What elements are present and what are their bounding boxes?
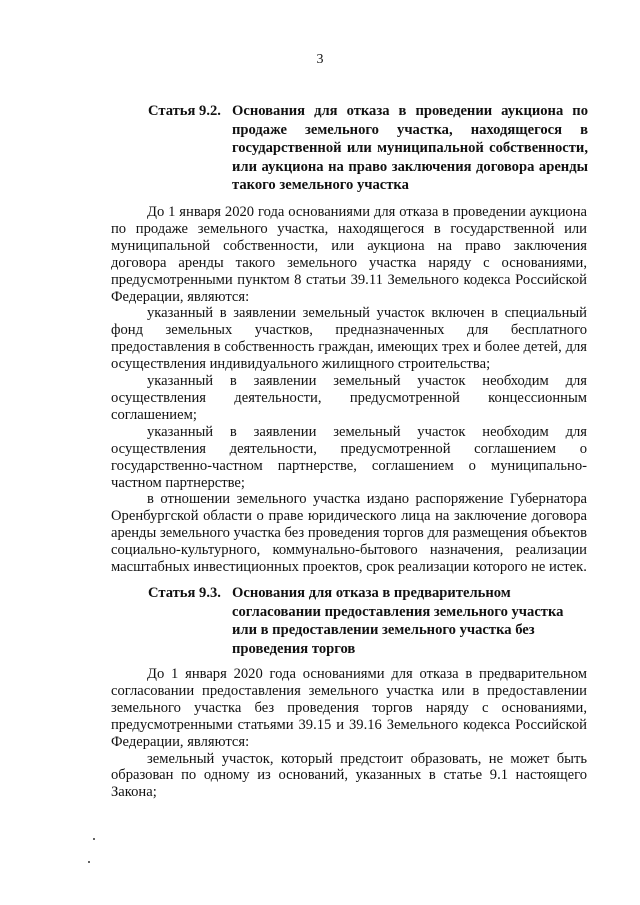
list-item: указанный в заявлении земельный участок включен в специальный фонд земельных участков, предназначенных для бесплатного предоставления в собственность граждан, имеющих трех и более детей, для осуществления индивидуального жилищного строительства; <box>111 305 587 373</box>
scan-speck <box>93 838 95 840</box>
article-9-2-heading <box>148 102 588 195</box>
article-9-3-heading <box>148 584 568 658</box>
list-item: земельный участок, который предстоит образовать, не может быть образован по одному из оснований, указанных в статье 9.1 настоящего Закона; <box>111 750 587 801</box>
list-item: в отношении земельного участка издано распоряжение Губернатора Оренбургской области о праве юридического лица на заключение договора аренды земельного участка без проведения торгов для размещения объектов социально-культурного, коммунально-бытового назначения, реализации масштабных инвестиционных проектов, срок реализации которого не истек. <box>111 491 587 576</box>
paragraph: До 1 января 2020 года основаниями для отказа в предварительном согласовании предоставления земельного участка или в предоставлении земельного участка без проведения торгов наряду с основаниями, предусмотренными статьями 39.15 и 39.16 Земельного кодекса Российской Федерации, являются: <box>111 666 587 750</box>
list-item: указанный в заявлении земельный участок необходим для осуществления деятельности, предусмотренной концессионным соглашением; <box>111 373 587 423</box>
page-number: 3 <box>316 52 324 67</box>
article-9-2-body <box>111 204 587 576</box>
article-9-2-label: Статья 9.2. <box>148 103 221 119</box>
paragraph: До 1 января 2020 года основаниями для отказа в проведении аукциона по продаже земельного участка, находящегося в государственной или муниципальной собственности, или аукциона на право заключения договора аренды такого земельного участка наряду с основаниями, предусмотренными пунктом 8 статьи 39.11 Земельного кодекса Российской Федерации, являются: <box>111 204 587 305</box>
article-9-3-body <box>111 666 587 801</box>
article-9-2-title: Основания для отказа в проведении аукциона по продаже земельного участка, находящегося в государственной или муниципальной собственности, или аукциона на право заключения договора аренды такого земельного участка <box>232 103 588 193</box>
list-item: указанный в заявлении земельный участок необходим для осуществления деятельности, предусмотренной соглашением о государственно-частном партнерстве, соглашением о муниципально-частном партнерстве; <box>111 423 587 491</box>
article-9-3-label: Статья 9.3. <box>148 585 221 601</box>
article-9-3-title: Основания для отказа в предварительном согласовании предоставления земельного участка или в предоставлении земельного участка без проведения торгов <box>232 585 564 657</box>
scan-speck <box>88 861 90 863</box>
